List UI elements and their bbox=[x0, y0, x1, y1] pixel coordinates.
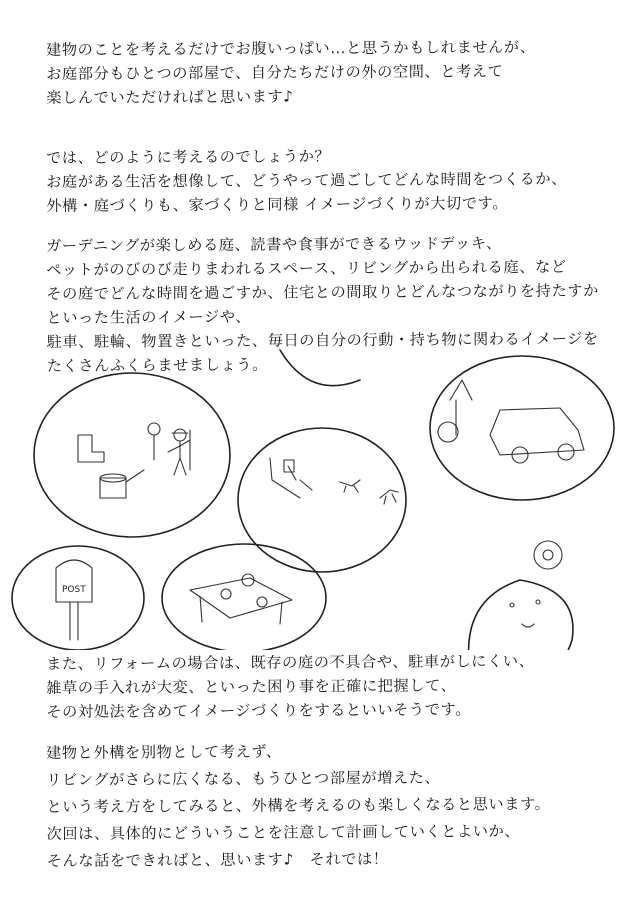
text-line: また、リフォームの場合は、既存の庭の不具合や、駐車がしにくい、 bbox=[46, 652, 535, 673]
text-line: ペットがのびのび走りまわれるスペース、リビングから出られる庭、など bbox=[46, 257, 567, 279]
car-icon bbox=[490, 408, 584, 455]
text-line: リビングがさらに広くなる、もうひとつ部屋が増えた、 bbox=[46, 768, 441, 789]
renovation-paragraph bbox=[46, 649, 535, 724]
text-line: そんな話をできればと、思います♪ それでは！ bbox=[46, 849, 389, 870]
text-line: では、どのように考えるのでしょうか？ bbox=[46, 147, 331, 167]
flower-icon bbox=[148, 423, 160, 435]
postbox-bubble bbox=[12, 546, 144, 650]
thought-bubble-small bbox=[280, 350, 360, 386]
table-icon bbox=[190, 578, 292, 624]
postbox-icon bbox=[56, 560, 92, 602]
reading-bubble bbox=[238, 428, 406, 572]
postbox-label: POST bbox=[62, 585, 86, 595]
text-line: といった生活のイメージや、 bbox=[46, 307, 252, 327]
question-paragraph bbox=[46, 143, 567, 218]
hair-flower-icon bbox=[534, 541, 562, 569]
text-line: 駐車、駐輪、物置きといった、毎日の自分の行動・持ち物に関わるイメージを bbox=[46, 329, 599, 351]
deck-bubble bbox=[162, 544, 326, 650]
reading-person bbox=[270, 458, 312, 498]
running-dog bbox=[340, 480, 360, 492]
text-line: お庭部分もひとつの部屋で、自分たちだけの外の空間、と考えて bbox=[46, 62, 504, 83]
text-line: 外構・庭づくりも、家づくりと同様 イメージづくりが大切です。 bbox=[46, 194, 509, 215]
running-pet bbox=[380, 490, 398, 504]
closing-paragraph bbox=[46, 737, 551, 875]
text-line: 次回は、具体的にどういうことを注意して計画していくとよいか、 bbox=[46, 822, 521, 843]
text-line: ガーデニングが楽しめる庭、読書や食事ができるウッドデッキ、 bbox=[46, 234, 502, 255]
boot-icon bbox=[78, 435, 104, 462]
text-line: という考え方をしてみると、外構を考えるのも楽しくなると思います。 bbox=[46, 794, 551, 816]
text-line: その対処法を含めてイメージづくりをするといいそうです。 bbox=[46, 700, 472, 721]
intro-paragraph bbox=[46, 35, 536, 110]
gardener-figure bbox=[174, 429, 186, 441]
parking-bubble bbox=[430, 356, 614, 500]
text-line: 建物と外構を別物として考えず、 bbox=[46, 742, 282, 762]
text-line: その庭でどんな時間を過ごすか、住宅との間取りとどんなつながりを持たすか bbox=[46, 281, 599, 303]
text-line: 楽しんでいただければと思います♪ bbox=[46, 87, 294, 107]
bicycle-icon bbox=[450, 380, 472, 435]
gardening-bubble bbox=[34, 373, 230, 537]
thought-bubbles-illustration bbox=[0, 340, 640, 650]
text-line: たくさんふくらませましょう。 bbox=[46, 355, 268, 375]
text-line: お庭がある生活を想像して、どうやって過ごしてどんな時間をつくるか、 bbox=[46, 169, 567, 191]
thinking-girl bbox=[469, 541, 573, 650]
text-line: 雑草の手入れが大変、といった困り事を正確に把握して、 bbox=[46, 676, 457, 697]
text-line: 建物のことを考えるだけでお腹いっぱい…と思うかもしれませんが、 bbox=[46, 38, 536, 59]
